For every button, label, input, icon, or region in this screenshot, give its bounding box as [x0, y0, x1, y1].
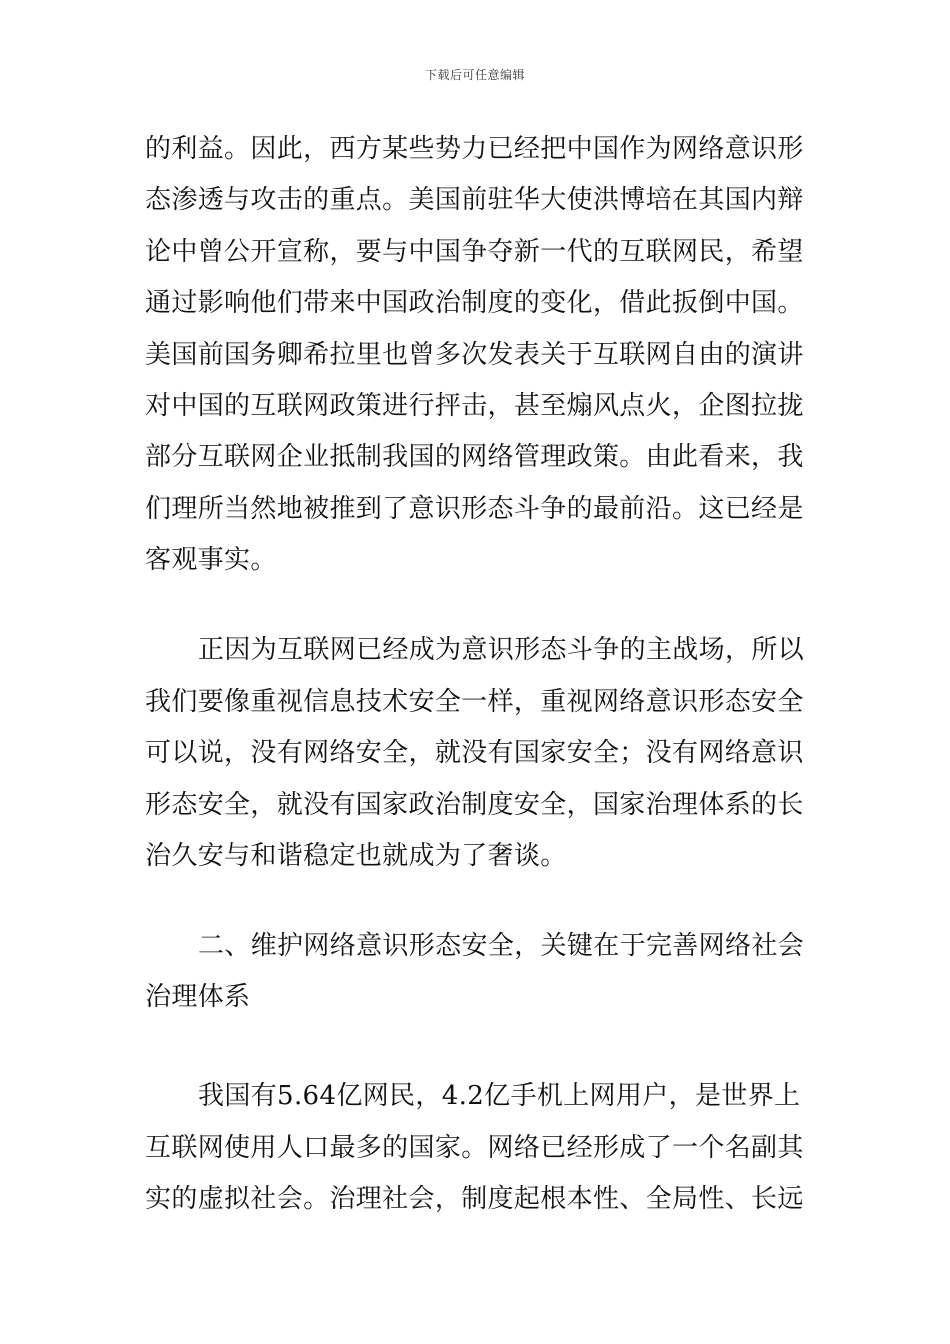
paragraph-1-line-6: 对中国的互联网政策进行抨击，甚至煽风点火，企图拉拢 — [145, 391, 804, 421]
paragraph-1-line-9: 客观事实。 — [145, 545, 277, 575]
section-heading-line-2: 治理体系 — [145, 982, 251, 1012]
paragraph-1-line-8: 们理所当然地被推到了意识形态斗争的最前沿。这已经是 — [145, 494, 804, 524]
paragraph-4-line-1: 我国有5.64亿网民，4.2亿手机上网用户，是世界上 — [198, 1081, 801, 1111]
paragraph-1-line-1: 的利益。因此，西方某些势力已经把中国作为网络意识形 — [145, 134, 804, 164]
paragraph-4-line-2: 互联网使用人口最多的国家。网络已经形成了一个名副其 — [145, 1133, 804, 1163]
paragraph-4-line-3: 实的虚拟社会。治理社会，制度起根本性、全局性、长远 — [145, 1184, 804, 1214]
paragraph-2-line-3: 可以说，没有网络安全，就没有国家安全；没有网络意识 — [145, 738, 804, 768]
paragraph-1-line-5: 美国前国务卿希拉里也曾多次发表关于互联网自由的演讲 — [145, 340, 804, 370]
paragraph-1-line-2: 态渗透与攻击的重点。美国前驻华大使洪博培在其国内辩 — [145, 185, 804, 215]
paragraph-2-line-2: 我们要像重视信息技术安全一样，重视网络意识形态安全 — [145, 687, 804, 717]
paragraph-2-line-1: 正因为互联网已经成为意识形态斗争的主战场，所以 — [198, 635, 805, 665]
paragraph-2-line-5: 治久安与和谐稳定也就成为了奢谈。 — [145, 841, 567, 871]
paragraph-1-line-3: 论中曾公开宣称，要与中国争夺新一代的互联网民，希望 — [145, 237, 804, 267]
paragraph-1-line-7: 部分互联网企业抵制我国的网络管理政策。由此看来，我 — [145, 442, 804, 472]
paragraph-1-line-4: 通过影响他们带来中国政治制度的变化，借此扳倒中国。 — [145, 288, 804, 318]
paragraph-2-line-4: 形态安全，就没有国家政治制度安全，国家治理体系的长 — [145, 790, 804, 820]
section-heading-line-1: 二、维护网络意识形态安全，关键在于完善网络社会 — [198, 931, 805, 961]
page-header-note: 下载后可任意编辑 — [424, 68, 525, 82]
